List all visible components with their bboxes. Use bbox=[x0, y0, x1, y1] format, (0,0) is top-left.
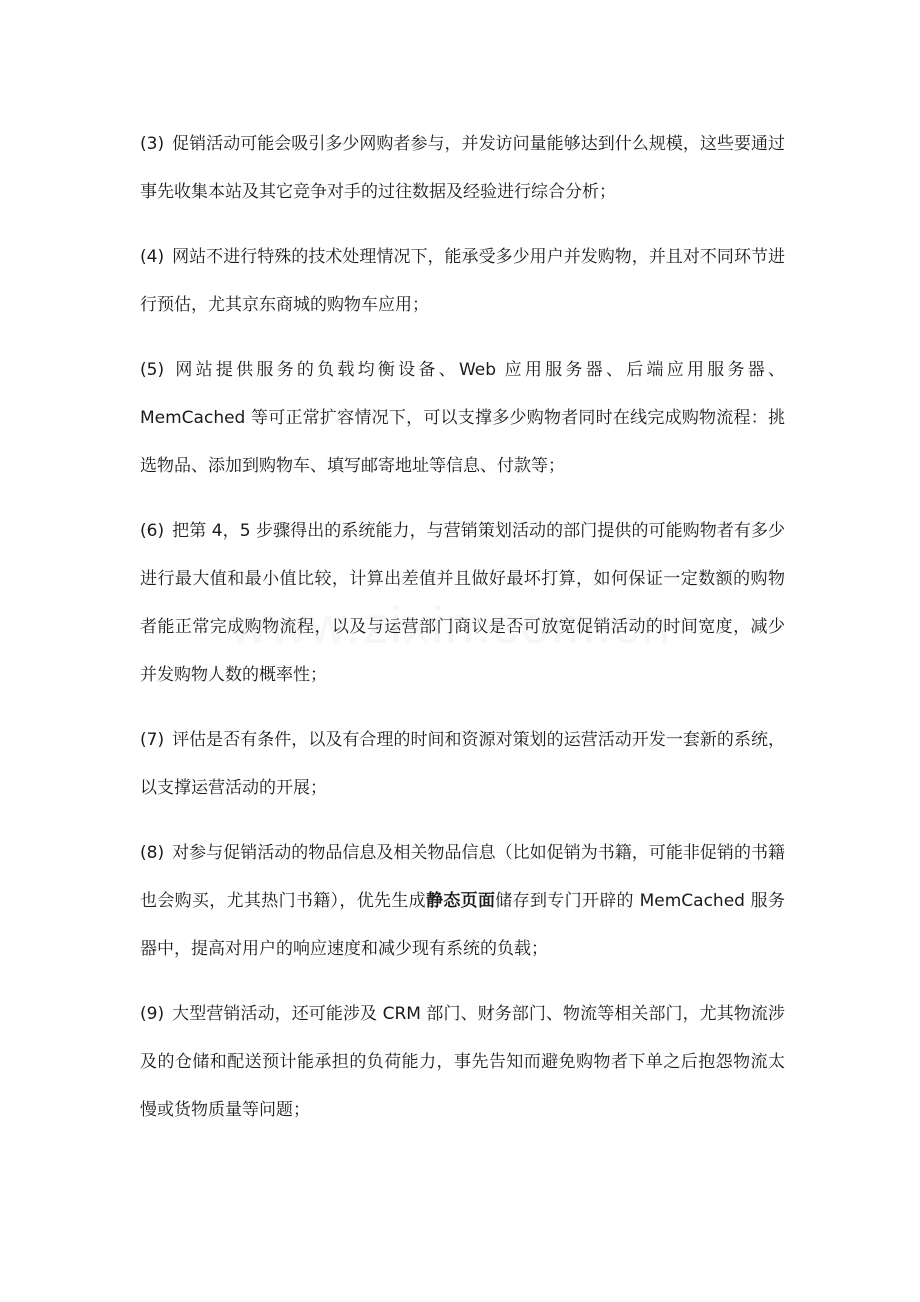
item-text: 把第 4，5 步骤得出的系统能力，与营销策划活动的部门提供的可能购物者有多少进行最大值和最小值比较，计算出差值并且做好最坏打算，如何保证一定数额的购物者能正常完成购物流程，以及与运营部门商议是否可放宽促销活动的时间宽度，减少并发购物人数的概率性； bbox=[140, 521, 785, 685]
item-text: 大型营销活动，还可能涉及 CRM 部门、财务部门、物流等相关部门，尤其物流涉及的仓储和配送预计能承担的负荷能力，事先告知而避免购物者下单之后抱怨物流太慢或货物质量等问题； bbox=[140, 1004, 785, 1120]
item-bold-term: 静态页面 bbox=[426, 891, 496, 911]
list-item-7 bbox=[140, 716, 785, 812]
item-text: 评估是否有条件，以及有合理的时间和资源对策划的运营活动开发一套新的系统，以支撑运营活动的开展； bbox=[140, 730, 785, 798]
item-text-after: 储存到专门开辟的 MemCached 服务器中，提高对用户的响应速度和减少现有系统的负载； bbox=[140, 891, 786, 959]
list-item-8 bbox=[140, 829, 785, 973]
list-item-4 bbox=[140, 233, 785, 329]
item-number: (6) bbox=[140, 521, 165, 541]
list-item-3 bbox=[140, 120, 785, 216]
list-item-9 bbox=[140, 990, 785, 1134]
item-number: (8) bbox=[140, 843, 165, 863]
item-number: (3) bbox=[140, 134, 165, 154]
item-text: 促销活动可能会吸引多少网购者参与，并发访问量能够达到什么规模，这些要通过事先收集本站及其它竞争对手的过往数据及经验进行综合分析； bbox=[140, 134, 785, 202]
item-text-before: 对参与促销活动的物品信息及相关物品信息（比如促销为书籍，可能非促销的书籍也会购买，尤其热门书籍），优先生成 bbox=[140, 843, 785, 911]
item-number: (7) bbox=[140, 730, 165, 750]
document-body bbox=[140, 120, 785, 1151]
item-number: (4) bbox=[140, 247, 165, 267]
list-item-6 bbox=[140, 507, 785, 699]
item-text: 网站提供服务的负载均衡设备、Web 应用服务器、后端应用服务器、MemCached 等可正常扩容情况下，可以支撑多少购物者同时在线完成购物流程：挑选物品、添加到购物车、填写邮寄地址等信息、付款等； bbox=[140, 360, 785, 476]
item-number: (9) bbox=[140, 1004, 165, 1024]
list-item-5 bbox=[140, 346, 785, 490]
item-text: 网站不进行特殊的技术处理情况下，能承受多少用户并发购物，并且对不同环节进行预估，尤其京东商城的购物车应用； bbox=[140, 247, 785, 315]
item-number: (5) bbox=[140, 360, 165, 380]
